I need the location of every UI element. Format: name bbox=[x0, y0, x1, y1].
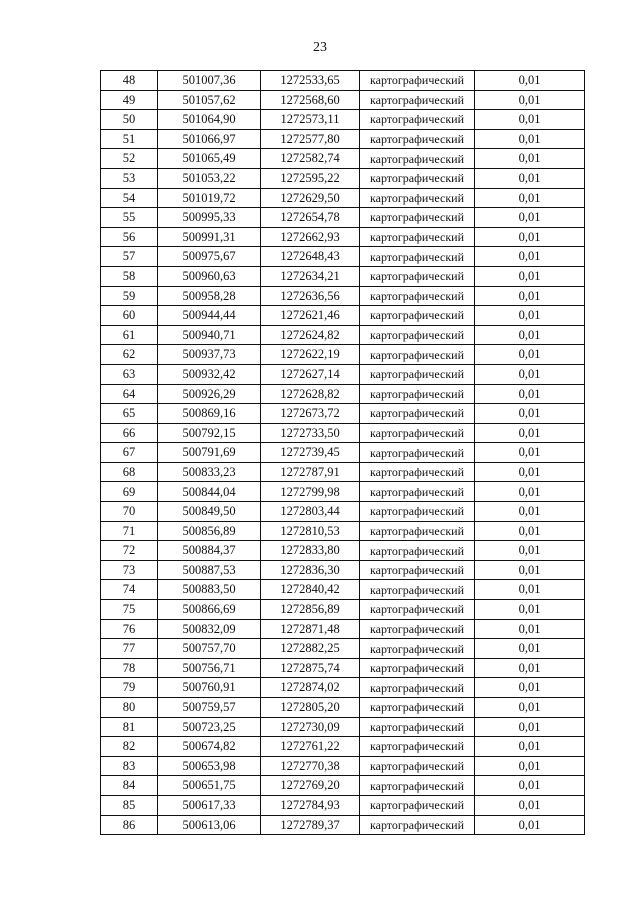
x-coordinate-cell: 500759,57 bbox=[158, 698, 261, 718]
table-row bbox=[101, 462, 585, 482]
x-coordinate-cell: 500844,04 bbox=[158, 482, 261, 502]
x-coordinate-cell: 500856,89 bbox=[158, 521, 261, 541]
page-number: 23 bbox=[313, 40, 327, 55]
point-number-cell: 81 bbox=[101, 717, 158, 737]
y-coordinate-cell: 1272882,25 bbox=[261, 639, 360, 659]
method-cell: картографический bbox=[360, 678, 475, 698]
point-number-cell: 53 bbox=[101, 168, 158, 188]
point-number-cell: 85 bbox=[101, 795, 158, 815]
accuracy-cell: 0,01 bbox=[475, 521, 585, 541]
y-coordinate-cell: 1272629,50 bbox=[261, 188, 360, 208]
method-cell: картографический bbox=[360, 462, 475, 482]
accuracy-cell: 0,01 bbox=[475, 71, 585, 91]
y-coordinate-cell: 1272730,09 bbox=[261, 717, 360, 737]
x-coordinate-cell: 500723,25 bbox=[158, 717, 261, 737]
point-number-cell: 60 bbox=[101, 306, 158, 326]
accuracy-cell: 0,01 bbox=[475, 482, 585, 502]
point-number-cell: 55 bbox=[101, 208, 158, 228]
y-coordinate-cell: 1272856,89 bbox=[261, 600, 360, 620]
table-row bbox=[101, 776, 585, 796]
x-coordinate-cell: 500832,09 bbox=[158, 619, 261, 639]
point-number-cell: 51 bbox=[101, 129, 158, 149]
y-coordinate-cell: 1272673,72 bbox=[261, 404, 360, 424]
table-row bbox=[101, 443, 585, 463]
accuracy-cell: 0,01 bbox=[475, 306, 585, 326]
table-row bbox=[101, 521, 585, 541]
point-number-cell: 83 bbox=[101, 756, 158, 776]
table-row bbox=[101, 364, 585, 384]
table-row bbox=[101, 482, 585, 502]
table-row bbox=[101, 208, 585, 228]
table-row bbox=[101, 306, 585, 326]
y-coordinate-cell: 1272634,21 bbox=[261, 266, 360, 286]
method-cell: картографический bbox=[360, 658, 475, 678]
coordinates-table-body bbox=[101, 71, 585, 835]
x-coordinate-cell: 500613,06 bbox=[158, 815, 261, 835]
method-cell: картографический bbox=[360, 71, 475, 91]
x-coordinate-cell: 501019,72 bbox=[158, 188, 261, 208]
accuracy-cell: 0,01 bbox=[475, 560, 585, 580]
method-cell: картографический bbox=[360, 188, 475, 208]
y-coordinate-cell: 1272582,74 bbox=[261, 149, 360, 169]
y-coordinate-cell: 1272840,42 bbox=[261, 580, 360, 600]
point-number-cell: 79 bbox=[101, 678, 158, 698]
table-row bbox=[101, 345, 585, 365]
x-coordinate-cell: 500833,23 bbox=[158, 462, 261, 482]
accuracy-cell: 0,01 bbox=[475, 227, 585, 247]
accuracy-cell: 0,01 bbox=[475, 90, 585, 110]
point-number-cell: 77 bbox=[101, 639, 158, 659]
table-row bbox=[101, 795, 585, 815]
point-number-cell: 76 bbox=[101, 619, 158, 639]
method-cell: картографический bbox=[360, 247, 475, 267]
method-cell: картографический bbox=[360, 815, 475, 835]
x-coordinate-cell: 500866,69 bbox=[158, 600, 261, 620]
x-coordinate-cell: 500975,67 bbox=[158, 247, 261, 267]
table-row bbox=[101, 580, 585, 600]
method-cell: картографический bbox=[360, 639, 475, 659]
method-cell: картографический bbox=[360, 482, 475, 502]
method-cell: картографический bbox=[360, 306, 475, 326]
accuracy-cell: 0,01 bbox=[475, 600, 585, 620]
point-number-cell: 69 bbox=[101, 482, 158, 502]
y-coordinate-cell: 1272799,98 bbox=[261, 482, 360, 502]
table-row bbox=[101, 110, 585, 130]
y-coordinate-cell: 1272648,43 bbox=[261, 247, 360, 267]
point-number-cell: 65 bbox=[101, 404, 158, 424]
method-cell: картографический bbox=[360, 129, 475, 149]
point-number-cell: 67 bbox=[101, 443, 158, 463]
x-coordinate-cell: 500653,98 bbox=[158, 756, 261, 776]
y-coordinate-cell: 1272874,02 bbox=[261, 678, 360, 698]
method-cell: картографический bbox=[360, 384, 475, 404]
accuracy-cell: 0,01 bbox=[475, 208, 585, 228]
accuracy-cell: 0,01 bbox=[475, 776, 585, 796]
accuracy-cell: 0,01 bbox=[475, 325, 585, 345]
method-cell: картографический bbox=[360, 717, 475, 737]
point-number-cell: 56 bbox=[101, 227, 158, 247]
x-coordinate-cell: 500937,73 bbox=[158, 345, 261, 365]
point-number-cell: 50 bbox=[101, 110, 158, 130]
method-cell: картографический bbox=[360, 149, 475, 169]
x-coordinate-cell: 501065,49 bbox=[158, 149, 261, 169]
x-coordinate-cell: 501066,97 bbox=[158, 129, 261, 149]
accuracy-cell: 0,01 bbox=[475, 384, 585, 404]
y-coordinate-cell: 1272875,74 bbox=[261, 658, 360, 678]
coordinates-table bbox=[100, 70, 585, 835]
accuracy-cell: 0,01 bbox=[475, 443, 585, 463]
point-number-cell: 63 bbox=[101, 364, 158, 384]
accuracy-cell: 0,01 bbox=[475, 462, 585, 482]
accuracy-cell: 0,01 bbox=[475, 737, 585, 757]
y-coordinate-cell: 1272761,22 bbox=[261, 737, 360, 757]
accuracy-cell: 0,01 bbox=[475, 266, 585, 286]
x-coordinate-cell: 500926,29 bbox=[158, 384, 261, 404]
point-number-cell: 72 bbox=[101, 541, 158, 561]
table-row bbox=[101, 756, 585, 776]
accuracy-cell: 0,01 bbox=[475, 756, 585, 776]
method-cell: картографический bbox=[360, 325, 475, 345]
x-coordinate-cell: 500756,71 bbox=[158, 658, 261, 678]
point-number-cell: 59 bbox=[101, 286, 158, 306]
method-cell: картографический bbox=[360, 560, 475, 580]
x-coordinate-cell: 500940,71 bbox=[158, 325, 261, 345]
x-coordinate-cell: 501057,62 bbox=[158, 90, 261, 110]
y-coordinate-cell: 1272654,78 bbox=[261, 208, 360, 228]
table-row bbox=[101, 404, 585, 424]
point-number-cell: 64 bbox=[101, 384, 158, 404]
table-row bbox=[101, 188, 585, 208]
method-cell: картографический bbox=[360, 110, 475, 130]
table-row bbox=[101, 90, 585, 110]
point-number-cell: 58 bbox=[101, 266, 158, 286]
y-coordinate-cell: 1272836,30 bbox=[261, 560, 360, 580]
accuracy-cell: 0,01 bbox=[475, 580, 585, 600]
point-number-cell: 68 bbox=[101, 462, 158, 482]
y-coordinate-cell: 1272621,46 bbox=[261, 306, 360, 326]
table-row bbox=[101, 698, 585, 718]
x-coordinate-cell: 500884,37 bbox=[158, 541, 261, 561]
x-coordinate-cell: 500757,70 bbox=[158, 639, 261, 659]
y-coordinate-cell: 1272871,48 bbox=[261, 619, 360, 639]
x-coordinate-cell: 500995,33 bbox=[158, 208, 261, 228]
accuracy-cell: 0,01 bbox=[475, 404, 585, 424]
y-coordinate-cell: 1272595,22 bbox=[261, 168, 360, 188]
y-coordinate-cell: 1272624,82 bbox=[261, 325, 360, 345]
method-cell: картографический bbox=[360, 404, 475, 424]
y-coordinate-cell: 1272533,65 bbox=[261, 71, 360, 91]
point-number-cell: 86 bbox=[101, 815, 158, 835]
y-coordinate-cell: 1272805,20 bbox=[261, 698, 360, 718]
table-row bbox=[101, 384, 585, 404]
accuracy-cell: 0,01 bbox=[475, 149, 585, 169]
accuracy-cell: 0,01 bbox=[475, 717, 585, 737]
point-number-cell: 62 bbox=[101, 345, 158, 365]
accuracy-cell: 0,01 bbox=[475, 129, 585, 149]
accuracy-cell: 0,01 bbox=[475, 247, 585, 267]
point-number-cell: 61 bbox=[101, 325, 158, 345]
method-cell: картографический bbox=[360, 227, 475, 247]
x-coordinate-cell: 500791,69 bbox=[158, 443, 261, 463]
x-coordinate-cell: 500958,28 bbox=[158, 286, 261, 306]
y-coordinate-cell: 1272803,44 bbox=[261, 502, 360, 522]
point-number-cell: 84 bbox=[101, 776, 158, 796]
point-number-cell: 70 bbox=[101, 502, 158, 522]
method-cell: картографический bbox=[360, 208, 475, 228]
accuracy-cell: 0,01 bbox=[475, 110, 585, 130]
accuracy-cell: 0,01 bbox=[475, 639, 585, 659]
x-coordinate-cell: 500651,75 bbox=[158, 776, 261, 796]
table-row bbox=[101, 560, 585, 580]
table-row bbox=[101, 129, 585, 149]
method-cell: картографический bbox=[360, 619, 475, 639]
table-row bbox=[101, 71, 585, 91]
x-coordinate-cell: 501053,22 bbox=[158, 168, 261, 188]
x-coordinate-cell: 501007,36 bbox=[158, 71, 261, 91]
y-coordinate-cell: 1272739,45 bbox=[261, 443, 360, 463]
accuracy-cell: 0,01 bbox=[475, 188, 585, 208]
y-coordinate-cell: 1272770,38 bbox=[261, 756, 360, 776]
table-row bbox=[101, 423, 585, 443]
table-row bbox=[101, 168, 585, 188]
method-cell: картографический bbox=[360, 345, 475, 365]
y-coordinate-cell: 1272568,60 bbox=[261, 90, 360, 110]
point-number-cell: 49 bbox=[101, 90, 158, 110]
table-row bbox=[101, 717, 585, 737]
x-coordinate-cell: 501064,90 bbox=[158, 110, 261, 130]
point-number-cell: 78 bbox=[101, 658, 158, 678]
point-number-cell: 57 bbox=[101, 247, 158, 267]
x-coordinate-cell: 500849,50 bbox=[158, 502, 261, 522]
x-coordinate-cell: 500617,33 bbox=[158, 795, 261, 815]
y-coordinate-cell: 1272577,80 bbox=[261, 129, 360, 149]
y-coordinate-cell: 1272733,50 bbox=[261, 423, 360, 443]
method-cell: картографический bbox=[360, 266, 475, 286]
table-row bbox=[101, 325, 585, 345]
y-coordinate-cell: 1272769,20 bbox=[261, 776, 360, 796]
accuracy-cell: 0,01 bbox=[475, 815, 585, 835]
y-coordinate-cell: 1272636,56 bbox=[261, 286, 360, 306]
point-number-cell: 75 bbox=[101, 600, 158, 620]
accuracy-cell: 0,01 bbox=[475, 795, 585, 815]
point-number-cell: 71 bbox=[101, 521, 158, 541]
method-cell: картографический bbox=[360, 776, 475, 796]
method-cell: картографический bbox=[360, 423, 475, 443]
accuracy-cell: 0,01 bbox=[475, 658, 585, 678]
table-row bbox=[101, 541, 585, 561]
table-row bbox=[101, 658, 585, 678]
y-coordinate-cell: 1272622,19 bbox=[261, 345, 360, 365]
x-coordinate-cell: 500674,82 bbox=[158, 737, 261, 757]
point-number-cell: 73 bbox=[101, 560, 158, 580]
table-row bbox=[101, 737, 585, 757]
point-number-cell: 48 bbox=[101, 71, 158, 91]
accuracy-cell: 0,01 bbox=[475, 364, 585, 384]
point-number-cell: 80 bbox=[101, 698, 158, 718]
accuracy-cell: 0,01 bbox=[475, 698, 585, 718]
table-row bbox=[101, 600, 585, 620]
point-number-cell: 66 bbox=[101, 423, 158, 443]
x-coordinate-cell: 500883,50 bbox=[158, 580, 261, 600]
table-row bbox=[101, 266, 585, 286]
method-cell: картографический bbox=[360, 698, 475, 718]
y-coordinate-cell: 1272810,53 bbox=[261, 521, 360, 541]
table-row bbox=[101, 149, 585, 169]
accuracy-cell: 0,01 bbox=[475, 502, 585, 522]
method-cell: картографический bbox=[360, 286, 475, 306]
method-cell: картографический bbox=[360, 600, 475, 620]
accuracy-cell: 0,01 bbox=[475, 345, 585, 365]
y-coordinate-cell: 1272628,82 bbox=[261, 384, 360, 404]
method-cell: картографический bbox=[360, 443, 475, 463]
y-coordinate-cell: 1272789,37 bbox=[261, 815, 360, 835]
y-coordinate-cell: 1272627,14 bbox=[261, 364, 360, 384]
table-row bbox=[101, 502, 585, 522]
method-cell: картографический bbox=[360, 756, 475, 776]
accuracy-cell: 0,01 bbox=[475, 286, 585, 306]
point-number-cell: 52 bbox=[101, 149, 158, 169]
x-coordinate-cell: 500960,63 bbox=[158, 266, 261, 286]
table-row bbox=[101, 286, 585, 306]
x-coordinate-cell: 500869,16 bbox=[158, 404, 261, 424]
y-coordinate-cell: 1272787,91 bbox=[261, 462, 360, 482]
point-number-cell: 74 bbox=[101, 580, 158, 600]
method-cell: картографический bbox=[360, 737, 475, 757]
table-row bbox=[101, 815, 585, 835]
table-row bbox=[101, 247, 585, 267]
method-cell: картографический bbox=[360, 90, 475, 110]
table-row bbox=[101, 619, 585, 639]
point-number-cell: 54 bbox=[101, 188, 158, 208]
method-cell: картографический bbox=[360, 795, 475, 815]
y-coordinate-cell: 1272662,93 bbox=[261, 227, 360, 247]
x-coordinate-cell: 500944,44 bbox=[158, 306, 261, 326]
x-coordinate-cell: 500991,31 bbox=[158, 227, 261, 247]
method-cell: картографический bbox=[360, 168, 475, 188]
method-cell: картографический bbox=[360, 502, 475, 522]
y-coordinate-cell: 1272833,80 bbox=[261, 541, 360, 561]
point-number-cell: 82 bbox=[101, 737, 158, 757]
x-coordinate-cell: 500887,53 bbox=[158, 560, 261, 580]
accuracy-cell: 0,01 bbox=[475, 541, 585, 561]
accuracy-cell: 0,01 bbox=[475, 619, 585, 639]
accuracy-cell: 0,01 bbox=[475, 168, 585, 188]
table-row bbox=[101, 639, 585, 659]
method-cell: картографический bbox=[360, 541, 475, 561]
x-coordinate-cell: 500792,15 bbox=[158, 423, 261, 443]
x-coordinate-cell: 500760,91 bbox=[158, 678, 261, 698]
accuracy-cell: 0,01 bbox=[475, 678, 585, 698]
table-row bbox=[101, 227, 585, 247]
method-cell: картографический bbox=[360, 521, 475, 541]
method-cell: картографический bbox=[360, 580, 475, 600]
x-coordinate-cell: 500932,42 bbox=[158, 364, 261, 384]
y-coordinate-cell: 1272573,11 bbox=[261, 110, 360, 130]
accuracy-cell: 0,01 bbox=[475, 423, 585, 443]
table-row bbox=[101, 678, 585, 698]
method-cell: картографический bbox=[360, 364, 475, 384]
y-coordinate-cell: 1272784,93 bbox=[261, 795, 360, 815]
